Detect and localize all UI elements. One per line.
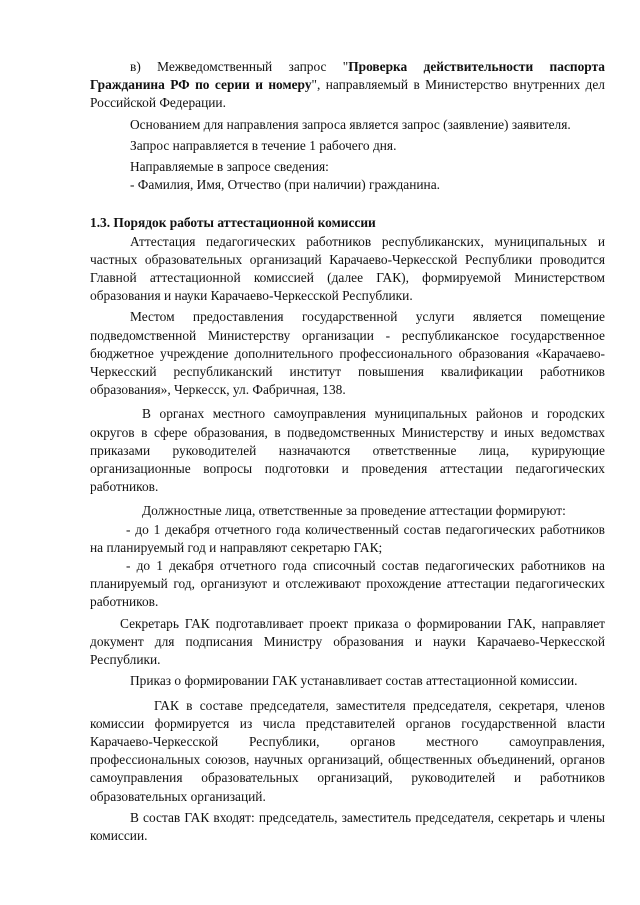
members-paragraph: В состав ГАК входят: председатель, заместитель председателя, секретарь и члены комиссии. [90, 809, 605, 843]
local-authorities-paragraph: В органах местного самоуправления муниципальных районов и городских округов в сфере образования, в подведомственных Министерству и иных ведомствах приказами руководителей назначаются ответственные лица, курирующие организационные вопросы подготовки и проведения аттестации педагогических работников. [90, 406, 605, 495]
interagency-request-paragraph [90, 58, 605, 113]
location-paragraph: Местом предоставления государственной услуги является помещение подведомственной Министерству организации - республиканское государственное бюджетное учреждение дополнительного профессионального образования «Карачаево-Черкесский республиканский институт повышения квалификации работников образования», Черкесск, ул. Фабричная, 138. [90, 309, 605, 398]
request-suffix: ", направляемый в Министерство внутренних дел Российской Федерации. [90, 77, 605, 111]
request-info-item: - Фамилия, Имя, Отчество (при наличии) гражданина. [130, 177, 440, 193]
request-name: Проверка действительности паспорта Гражданина РФ по серии и номеру [90, 59, 605, 93]
attestation-paragraph: Аттестация педагогических работников республиканских, муниципальных и частных образовательных организаций Карачаево-Черкесской Республики проводится Главной аттестационной комиссией (далее ГАК), формируемой Министерством образования и науки Карачаево-Черкесской Республики. [90, 233, 605, 304]
composition-paragraph: ГАК в составе председателя, заместителя председателя, секретаря, членов комиссии формируется из числа представителей органов государственной власти Карачаево-Черкесской Республики, органов местного самоуправления, профессиональных союзов, научных организаций, общественных объединений, органов самоуправления образовательных организаций, руководителей и работников образовательных организаций. [90, 697, 605, 804]
request-info-title: Направляемые в запросе сведения: [130, 159, 329, 175]
officials-item-list: - до 1 декабря отчетного года списочный состав педагогических работников на планируемый год, организуют и отслеживают прохождение аттестации педагогических работников. [90, 558, 605, 610]
officials-paragraph: Должностные лица, ответственные за проведение аттестации формируют: [142, 503, 566, 519]
secretary-paragraph: Секретарь ГАК подготавливает проект приказа о формировании ГАК, направляет документ для подписания Министру образования и науки Карачаево-Черкесской Республики. [90, 615, 605, 668]
request-term-paragraph: Запрос направляется в течение 1 рабочего дня. [130, 137, 397, 153]
request-basis-paragraph: Основанием для направления запроса является запрос (заявление) заявителя. [130, 116, 571, 132]
officials-item-quantity: - до 1 декабря отчетного года количественный состав педагогических работников на планируемый год и направляют секретарю ГАК; [90, 521, 605, 555]
document-body [90, 58, 605, 845]
order-paragraph: Приказ о формировании ГАК устанавливает состав аттестационной комиссии. [130, 673, 578, 689]
request-prefix: в) Межведомственный запрос " [130, 59, 349, 74]
section-heading: 1.3. Порядок работы аттестационной комиссии [90, 215, 376, 231]
